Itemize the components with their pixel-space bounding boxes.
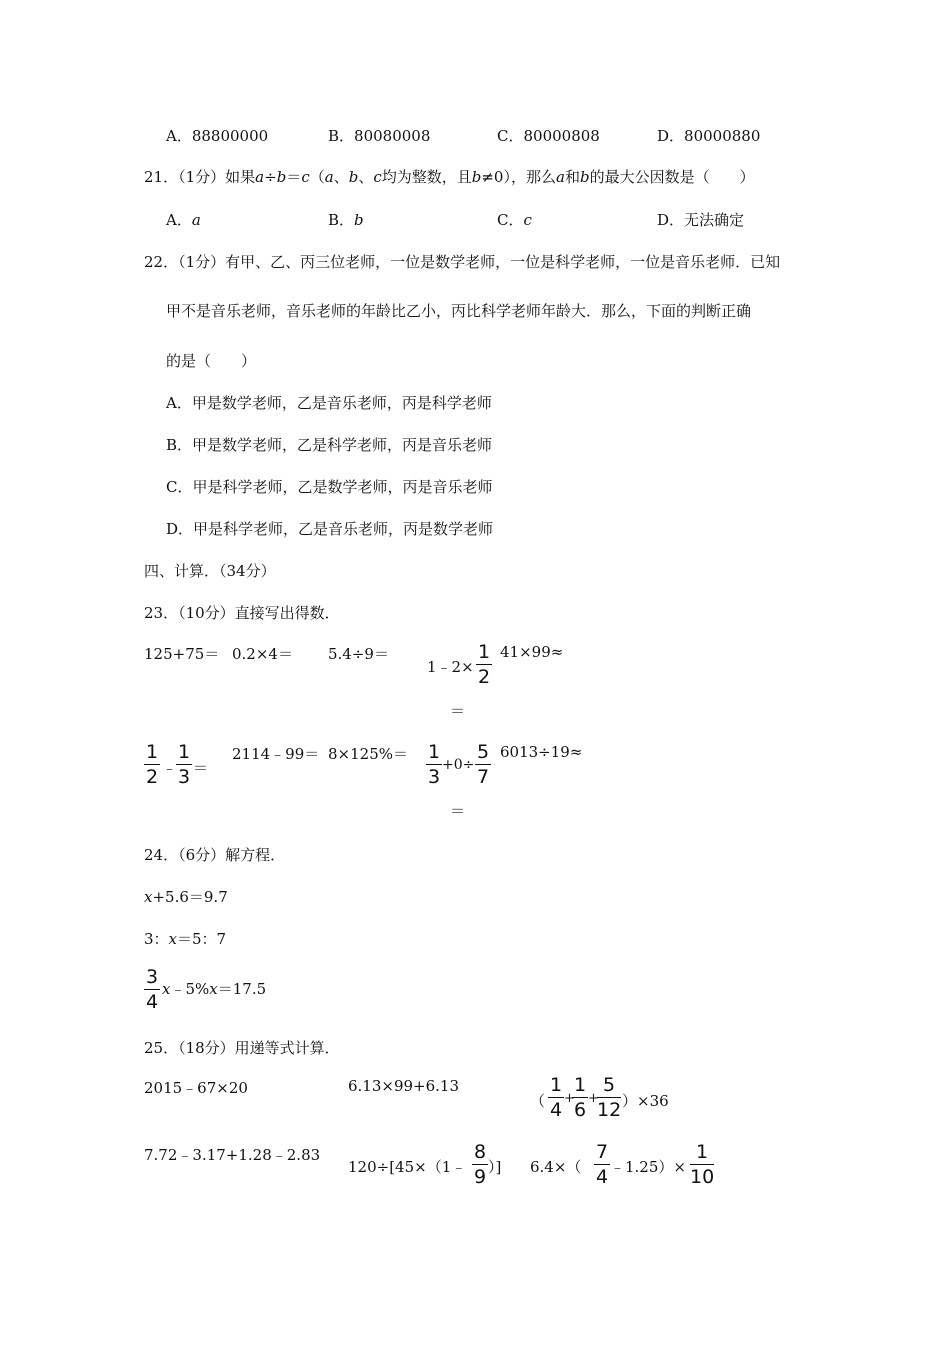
fraction-bar [176, 764, 192, 765]
q23-expr-4-prefix: 1﹣2× [427, 658, 474, 676]
q25-calc-5-suffix: ）] [488, 1158, 502, 1176]
q23-expr-2: 0.2×4＝ [232, 645, 293, 663]
q21-stem [144, 166, 755, 187]
q23-expr-3: 5.4÷9＝ [328, 645, 389, 663]
fraction-one-tenth [690, 1141, 714, 1188]
var-x: x [168, 930, 178, 948]
q21-score: （1分） [178, 168, 226, 186]
op-equals: ＝ [286, 168, 302, 186]
q25-calc-1: 2015﹣67×20 [144, 1079, 248, 1097]
op-divide: ÷ [264, 168, 277, 186]
q24-equation-1 [144, 886, 228, 907]
q23-expr-9-equals: ＝ [450, 802, 466, 820]
section-heading: 四、计算．（34分） [144, 562, 276, 580]
numerator: 1 [477, 641, 491, 663]
q22-option-a: A．甲是数学老师，乙是音乐老师，丙是科学老师 [166, 394, 492, 412]
q24-equation-2 [144, 928, 226, 949]
equation-rest: ＝17.5 [217, 980, 267, 998]
q25-calc-6-prefix: 6.4×（ [530, 1158, 582, 1176]
q24-title: 24．（6分）解方程． [144, 846, 286, 864]
denominator: 2 [477, 666, 491, 688]
q23-expr-5: 41×99≈ [500, 643, 564, 661]
op-plus: + [588, 1091, 599, 1106]
q22-stem-line2: 甲不是音乐老师，音乐老师的年龄比乙小，丙比科学老师年龄大．那么，下面的判断正确 [166, 302, 752, 320]
numerator: 1 [695, 1141, 709, 1163]
numerator: 5 [476, 741, 490, 763]
fraction-bar [476, 664, 492, 665]
open-paren: （ [530, 1092, 546, 1110]
op-equals: ＝ [193, 759, 209, 777]
var-b: b [276, 168, 287, 186]
op-minus: ﹣ [162, 759, 178, 777]
denominator: 10 [690, 1166, 715, 1188]
numerator: 3 [145, 966, 159, 988]
q23-expr-4-equals: ＝ [450, 702, 466, 720]
denominator: 4 [145, 991, 159, 1013]
fraction-bar [144, 989, 160, 990]
numerator: 1 [145, 741, 159, 763]
q21-text: 均为整数，且 [381, 168, 472, 186]
numerator: 7 [595, 1141, 609, 1163]
q21-text: 的最大公因数是（ ） [589, 168, 755, 186]
var-a: a [191, 211, 201, 229]
fraction-bar [690, 1164, 714, 1165]
q21-text: ≠0），那么 [481, 168, 556, 186]
q23-title: 23．（10分）直接写出得数． [144, 604, 340, 622]
fraction-one-third [426, 741, 442, 788]
q23-expr-1: 125+75＝ [144, 645, 220, 663]
var-c: c [373, 168, 382, 186]
denominator: 4 [549, 1099, 563, 1121]
q21-option-c [497, 209, 532, 230]
denominator: 2 [145, 766, 159, 788]
equation-rest: ＝5：7 [177, 930, 227, 948]
denominator: 3 [427, 766, 441, 788]
equation-middle: ﹣5% [170, 980, 210, 998]
option-label: B． [328, 211, 355, 229]
var-b: b [471, 168, 482, 186]
var-b: b [354, 211, 364, 229]
q21-option-a [166, 209, 201, 230]
fraction-bar [426, 764, 442, 765]
q23-expr-7: 2114﹣99＝ [232, 745, 320, 763]
q23-expr-9-middle: +0÷ [442, 757, 475, 773]
denominator: 4 [595, 1166, 609, 1188]
q21-option-b [328, 209, 364, 230]
numerator: 1 [427, 741, 441, 763]
var-x: x [144, 888, 153, 906]
q24-equation-3 [162, 978, 266, 999]
numerator: 1 [177, 741, 191, 763]
q22-stem-line1: 22．（1分）有甲、乙、丙三位老师，一位是数学老师，一位是科学老师，一位是音乐老师．已知 [144, 253, 781, 271]
op-plus: + [564, 1091, 575, 1106]
var-b: b [579, 168, 590, 186]
denominator: 3 [177, 766, 191, 788]
var-b: b [348, 168, 359, 186]
q25-calc-3-suffix: ）×36 [622, 1092, 669, 1110]
fraction-one-half [144, 741, 160, 788]
fraction-three-quarters [144, 966, 160, 1013]
fraction-five-sevenths [475, 741, 491, 788]
fraction-bar [144, 764, 160, 765]
var-c: c [301, 168, 310, 186]
q23-expr-8: 8×125%＝ [328, 745, 408, 763]
q20-option-c: C．80000808 [497, 127, 600, 145]
q25-title: 25．（18分）用递等式计算． [144, 1039, 340, 1057]
separator: 、 [358, 168, 374, 186]
option-label: D．无法确定 [657, 211, 745, 229]
q22-option-b: B．甲是数学老师，乙是科学老师，丙是音乐老师 [166, 436, 493, 454]
fraction-five-twelfths [597, 1074, 621, 1121]
q20-option-b: B．80080008 [328, 127, 431, 145]
numerator: 5 [602, 1074, 616, 1096]
denominator: 9 [473, 1166, 487, 1188]
q21-number: 21． [144, 168, 179, 186]
q21-text: 和 [564, 168, 580, 186]
denominator: 7 [476, 766, 490, 788]
fraction-one-third [176, 741, 192, 788]
denominator: 6 [573, 1099, 587, 1121]
separator: 、 [333, 168, 349, 186]
var-x: x [162, 980, 171, 998]
fraction-bar [475, 764, 491, 765]
q25-calc-2: 6.13×99+6.13 [348, 1077, 460, 1095]
equation-rest: +5.6＝9.7 [152, 888, 228, 906]
fraction-one-sixth [572, 1074, 588, 1121]
q21-text: 如果 [225, 168, 256, 186]
q21-option-d [657, 209, 744, 230]
q22-stem-line3: 的是（ ） [166, 352, 257, 370]
var-x: x [209, 980, 218, 998]
numerator: 1 [549, 1074, 563, 1096]
q20-option-a: A．88800000 [166, 127, 269, 145]
equation-prefix: 3： [144, 930, 169, 948]
var-a: a [555, 168, 565, 186]
numerator: 1 [573, 1074, 587, 1096]
fraction-one-quarter [548, 1074, 564, 1121]
denominator: 12 [597, 1099, 622, 1121]
q21-text: （ [309, 168, 325, 186]
var-c: c [523, 211, 532, 229]
numerator: 8 [473, 1141, 487, 1163]
fraction-bar [597, 1097, 621, 1098]
fraction-bar [548, 1097, 564, 1098]
fraction-seven-quarters [594, 1141, 610, 1188]
q25-calc-5-prefix: 120÷[45×（1﹣ [348, 1158, 467, 1176]
q25-calc-4: 7.72﹣3.17+1.28﹣2.83 [144, 1146, 321, 1164]
fraction-bar [472, 1164, 488, 1165]
q22-option-c: C．甲是科学老师，乙是数学老师，丙是音乐老师 [166, 478, 493, 496]
q20-option-d: D．80000880 [657, 127, 761, 145]
fraction-eight-ninths [472, 1141, 488, 1188]
var-a: a [255, 168, 265, 186]
fraction-one-half [476, 641, 492, 688]
q22-option-d: D．甲是科学老师，乙是音乐老师，丙是数学老师 [166, 520, 494, 538]
var-a: a [324, 168, 334, 186]
fraction-bar [572, 1097, 588, 1098]
q23-expr-10: 6013÷19≈ [500, 743, 583, 761]
fraction-bar [594, 1164, 610, 1165]
option-label: C． [497, 211, 524, 229]
option-label: A． [166, 211, 192, 229]
q25-calc-6-middle: ﹣1.25）× [610, 1158, 686, 1176]
